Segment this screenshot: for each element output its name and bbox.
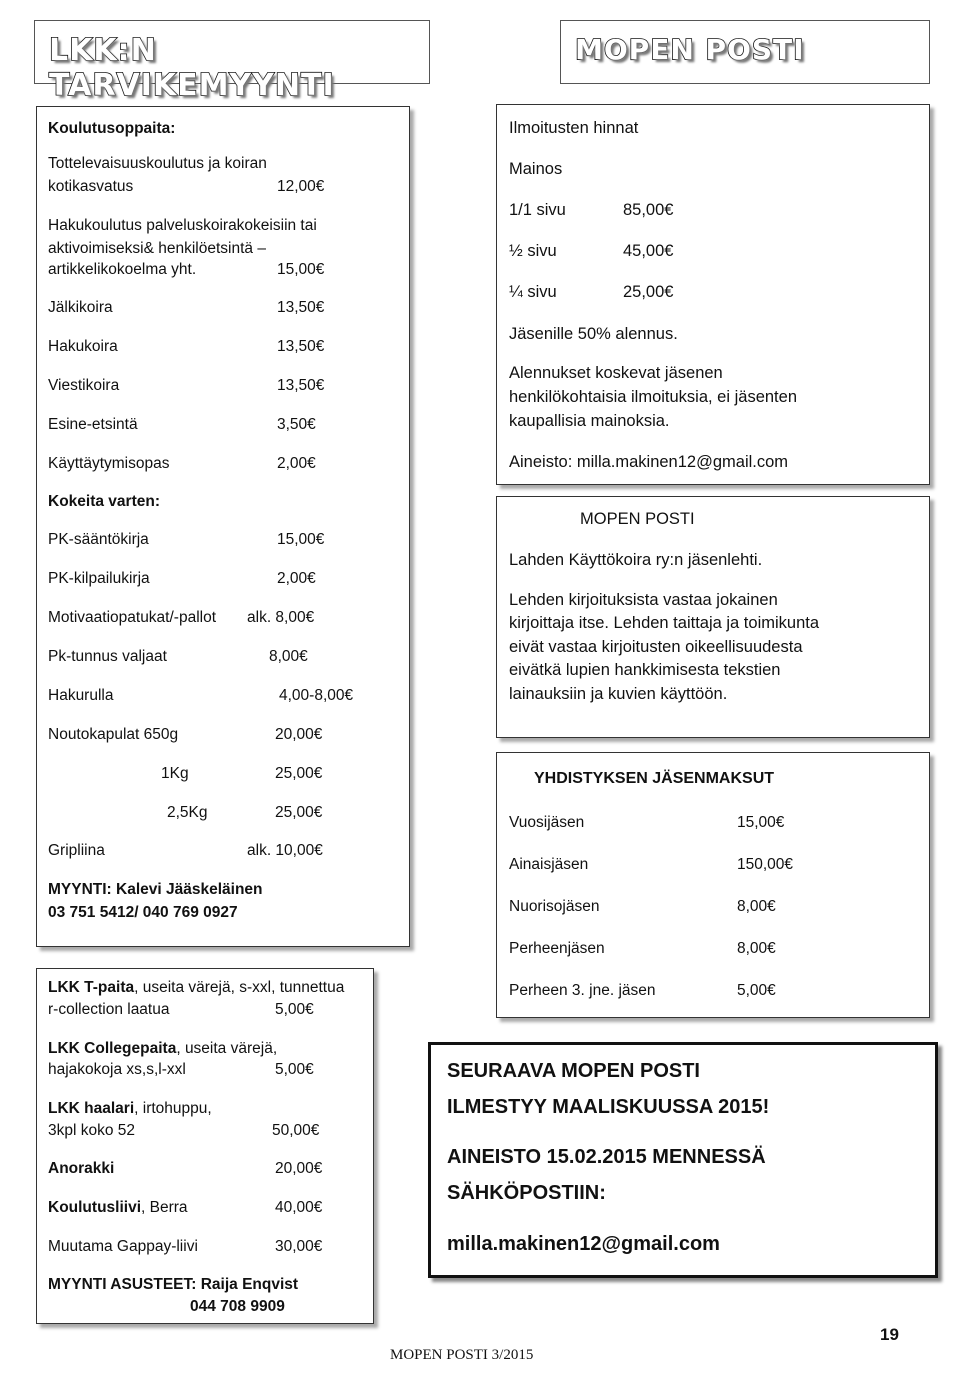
shirt-rest: , useita värejä, s-xxl, tunnettua: [134, 979, 345, 996]
about-p5: lainauksiin ja kuvien käyttöön.: [509, 685, 728, 703]
item1-line1: Tottelevaisuuskoulutus ja koiran: [48, 155, 267, 172]
next-line4: SÄHKÖPOSTIIN:: [447, 1182, 606, 1204]
item2-line3: artikkelikokoelma yht.: [48, 261, 197, 278]
overall-line2: 3kpl koko 52: [48, 1122, 136, 1139]
next-issue-box: [428, 1042, 938, 1278]
exam-item-name: PK-sääntökirja: [48, 531, 149, 548]
shirt-line1: [48, 979, 344, 997]
anorak-price: 20,00€: [275, 1160, 323, 1177]
fee-price: 15,00€: [737, 814, 785, 831]
exam-item-price: 20,00€: [275, 726, 323, 743]
vest-rest: , Berra: [141, 1199, 188, 1216]
exam-item-price: 4,00-8,00€: [279, 687, 354, 704]
exam-item-name: Hakurulla: [48, 687, 114, 704]
college-rest: , useita värejä,: [176, 1040, 278, 1057]
gappay-label: Muutama Gappay-liivi: [48, 1238, 198, 1255]
ads-box: [496, 104, 930, 485]
next-email: milla.makinen12@gmail.com: [447, 1233, 720, 1255]
ad-price: 45,00€: [623, 242, 674, 260]
shirt-price: 5,00€: [275, 1001, 314, 1018]
about-p2: kirjoittaja itse. Lehden taittaja ja toimikunta: [509, 614, 820, 632]
overall-line1: [48, 1100, 212, 1118]
overall-price: 50,00€: [272, 1122, 320, 1139]
college-line2: hajakokoja xs,s,l-xxl: [48, 1061, 186, 1078]
guide-price: 2,00€: [277, 455, 316, 472]
guide-name: Hakukoira: [48, 338, 118, 355]
guide-name: Esine-etsintä: [48, 416, 138, 433]
ads-note-line1: Alennukset koskevat jäsenen: [509, 364, 723, 382]
fees-box: [496, 752, 930, 1018]
overall-rest: , irtohuppu,: [134, 1100, 212, 1117]
about-title: MOPEN POSTI: [580, 510, 695, 528]
header-right-title: MOPEN POSTI: [575, 33, 805, 66]
guide-price: 13,50€: [277, 299, 325, 316]
fee-type: Ainaisjäsen: [509, 856, 589, 873]
item2-price: 15,00€: [277, 261, 325, 278]
seller-name: MYYNTI: Kalevi Jääskeläinen: [48, 881, 263, 898]
page-number: 19: [880, 1325, 899, 1344]
guide-price: 13,50€: [277, 338, 325, 355]
guide-name: Jälkikoira: [48, 299, 113, 316]
overall-bold: LKK haalari: [48, 1100, 135, 1117]
item1-price: 12,00€: [277, 178, 325, 195]
shirt-line2: r-collection laatua: [48, 1001, 170, 1018]
clothing-seller-phone: 044 708 9909: [190, 1298, 285, 1315]
exam-item-price: 2,00€: [277, 570, 316, 587]
ad-price: 85,00€: [623, 201, 674, 219]
next-line2: ILMESTYY MAALISKUUSSA 2015!: [447, 1096, 770, 1118]
fee-type: Nuorisojäsen: [509, 898, 600, 915]
seller-phone: 03 751 5412/ 040 769 0927: [48, 904, 238, 921]
sales-title: Koulutusoppaita:: [48, 120, 176, 137]
ads-mainos: Mainos: [509, 160, 563, 178]
guide-price: 13,50€: [277, 377, 325, 394]
header-left-box: [34, 20, 430, 103]
fee-price: 150,00€: [737, 856, 794, 873]
exam-item-name: PK-kilpailukirja: [48, 570, 150, 587]
guide-name: Viestikoira: [48, 377, 120, 394]
fee-type: Perheen 3. jne. jäsen: [509, 982, 656, 999]
ads-note-line2: henkilökohtaisia ilmoituksia, ei jäsenten: [509, 388, 797, 406]
exam-item-name: Motivaatiopatukat/-pallot: [48, 609, 217, 626]
college-price: 5,00€: [275, 1061, 314, 1078]
exam-item-price: alk. 8,00€: [247, 609, 315, 626]
exam-item-price: 15,00€: [277, 531, 325, 548]
sales-box: [36, 106, 410, 947]
clothing-seller-name: MYYNTI ASUSTEET: Raija Enqvist: [48, 1276, 299, 1293]
vest-bold: Koulutusliivi: [48, 1199, 141, 1216]
fee-price: 5,00€: [737, 982, 776, 999]
vest-price: 40,00€: [275, 1199, 323, 1216]
guide-price: 3,50€: [277, 416, 316, 433]
ad-size: ½ sivu: [509, 242, 557, 260]
fees-title: YHDISTYKSEN JÄSENMAKSUT: [534, 770, 775, 787]
about-p3: eivät vastaa kirjoitusten oikeellisuudesta: [509, 638, 803, 656]
fee-price: 8,00€: [737, 940, 776, 957]
item1-line2: kotikasvatus: [48, 178, 134, 195]
ads-note-line3: kaupallisia mainoksia.: [509, 412, 670, 430]
college-line1: [48, 1040, 277, 1058]
exam-item-name: Gripliina: [48, 842, 105, 859]
next-line3: AINEISTO 15.02.2015 MENNESSÄ: [447, 1146, 766, 1168]
fee-type: Perheenjäsen: [509, 940, 605, 957]
item2-line2: aktivoimiseksi& henkilöetsintä –: [48, 240, 266, 257]
exam-item-price: 25,00€: [275, 804, 323, 821]
footer-issue: MOPEN POSTI 3/2015: [390, 1347, 534, 1363]
fee-price: 8,00€: [737, 898, 776, 915]
anorak-label: Anorakki: [48, 1160, 115, 1177]
ad-size: ¼ sivu: [509, 283, 557, 301]
about-box: [496, 496, 930, 738]
about-p1: Lehden kirjoituksista vastaa jokainen: [509, 591, 778, 609]
vest-line: [48, 1199, 188, 1217]
header-right-box: [560, 20, 930, 84]
about-p4: eivätkä lupien hankkimisesta tekstien: [509, 661, 781, 679]
exam-item-name: 2,5Kg: [167, 804, 208, 821]
exam-item-name: Pk-tunnus valjaat: [48, 648, 167, 665]
exam-item-name: 1Kg: [161, 765, 189, 782]
fee-type: Vuosijäsen: [509, 814, 585, 831]
college-bold: LKK Collegepaita: [48, 1040, 177, 1057]
ads-material: Aineisto: milla.makinen12@gmail.com: [509, 453, 789, 471]
ad-price: 25,00€: [623, 283, 674, 301]
header-left-title: LKK:N TARVIKEMYYNTI: [49, 33, 335, 103]
ads-title: Ilmoitusten hinnat: [509, 119, 639, 137]
guide-name: Käyttäytymisopas: [48, 455, 170, 472]
sales-subtitle: Kokeita varten:: [48, 493, 160, 510]
ads-discount: Jäsenille 50% alennus.: [509, 325, 678, 343]
shirt-bold: LKK T-paita: [48, 979, 135, 996]
item2-line1: Hakukoulutus palveluskoirakokeisiin tai: [48, 217, 317, 234]
clothing-box: [36, 968, 374, 1324]
exam-item-name: Noutokapulat 650g: [48, 726, 179, 743]
exam-item-price: alk. 10,00€: [247, 842, 323, 859]
exam-item-price: 8,00€: [269, 648, 308, 665]
about-line1: Lahden Käyttökoira ry:n jäsenlehti.: [509, 551, 763, 569]
ad-size: 1/1 sivu: [509, 201, 566, 219]
exam-item-price: 25,00€: [275, 765, 323, 782]
next-line1: SEURAAVA MOPEN POSTI: [447, 1060, 700, 1082]
gappay-price: 30,00€: [275, 1238, 323, 1255]
